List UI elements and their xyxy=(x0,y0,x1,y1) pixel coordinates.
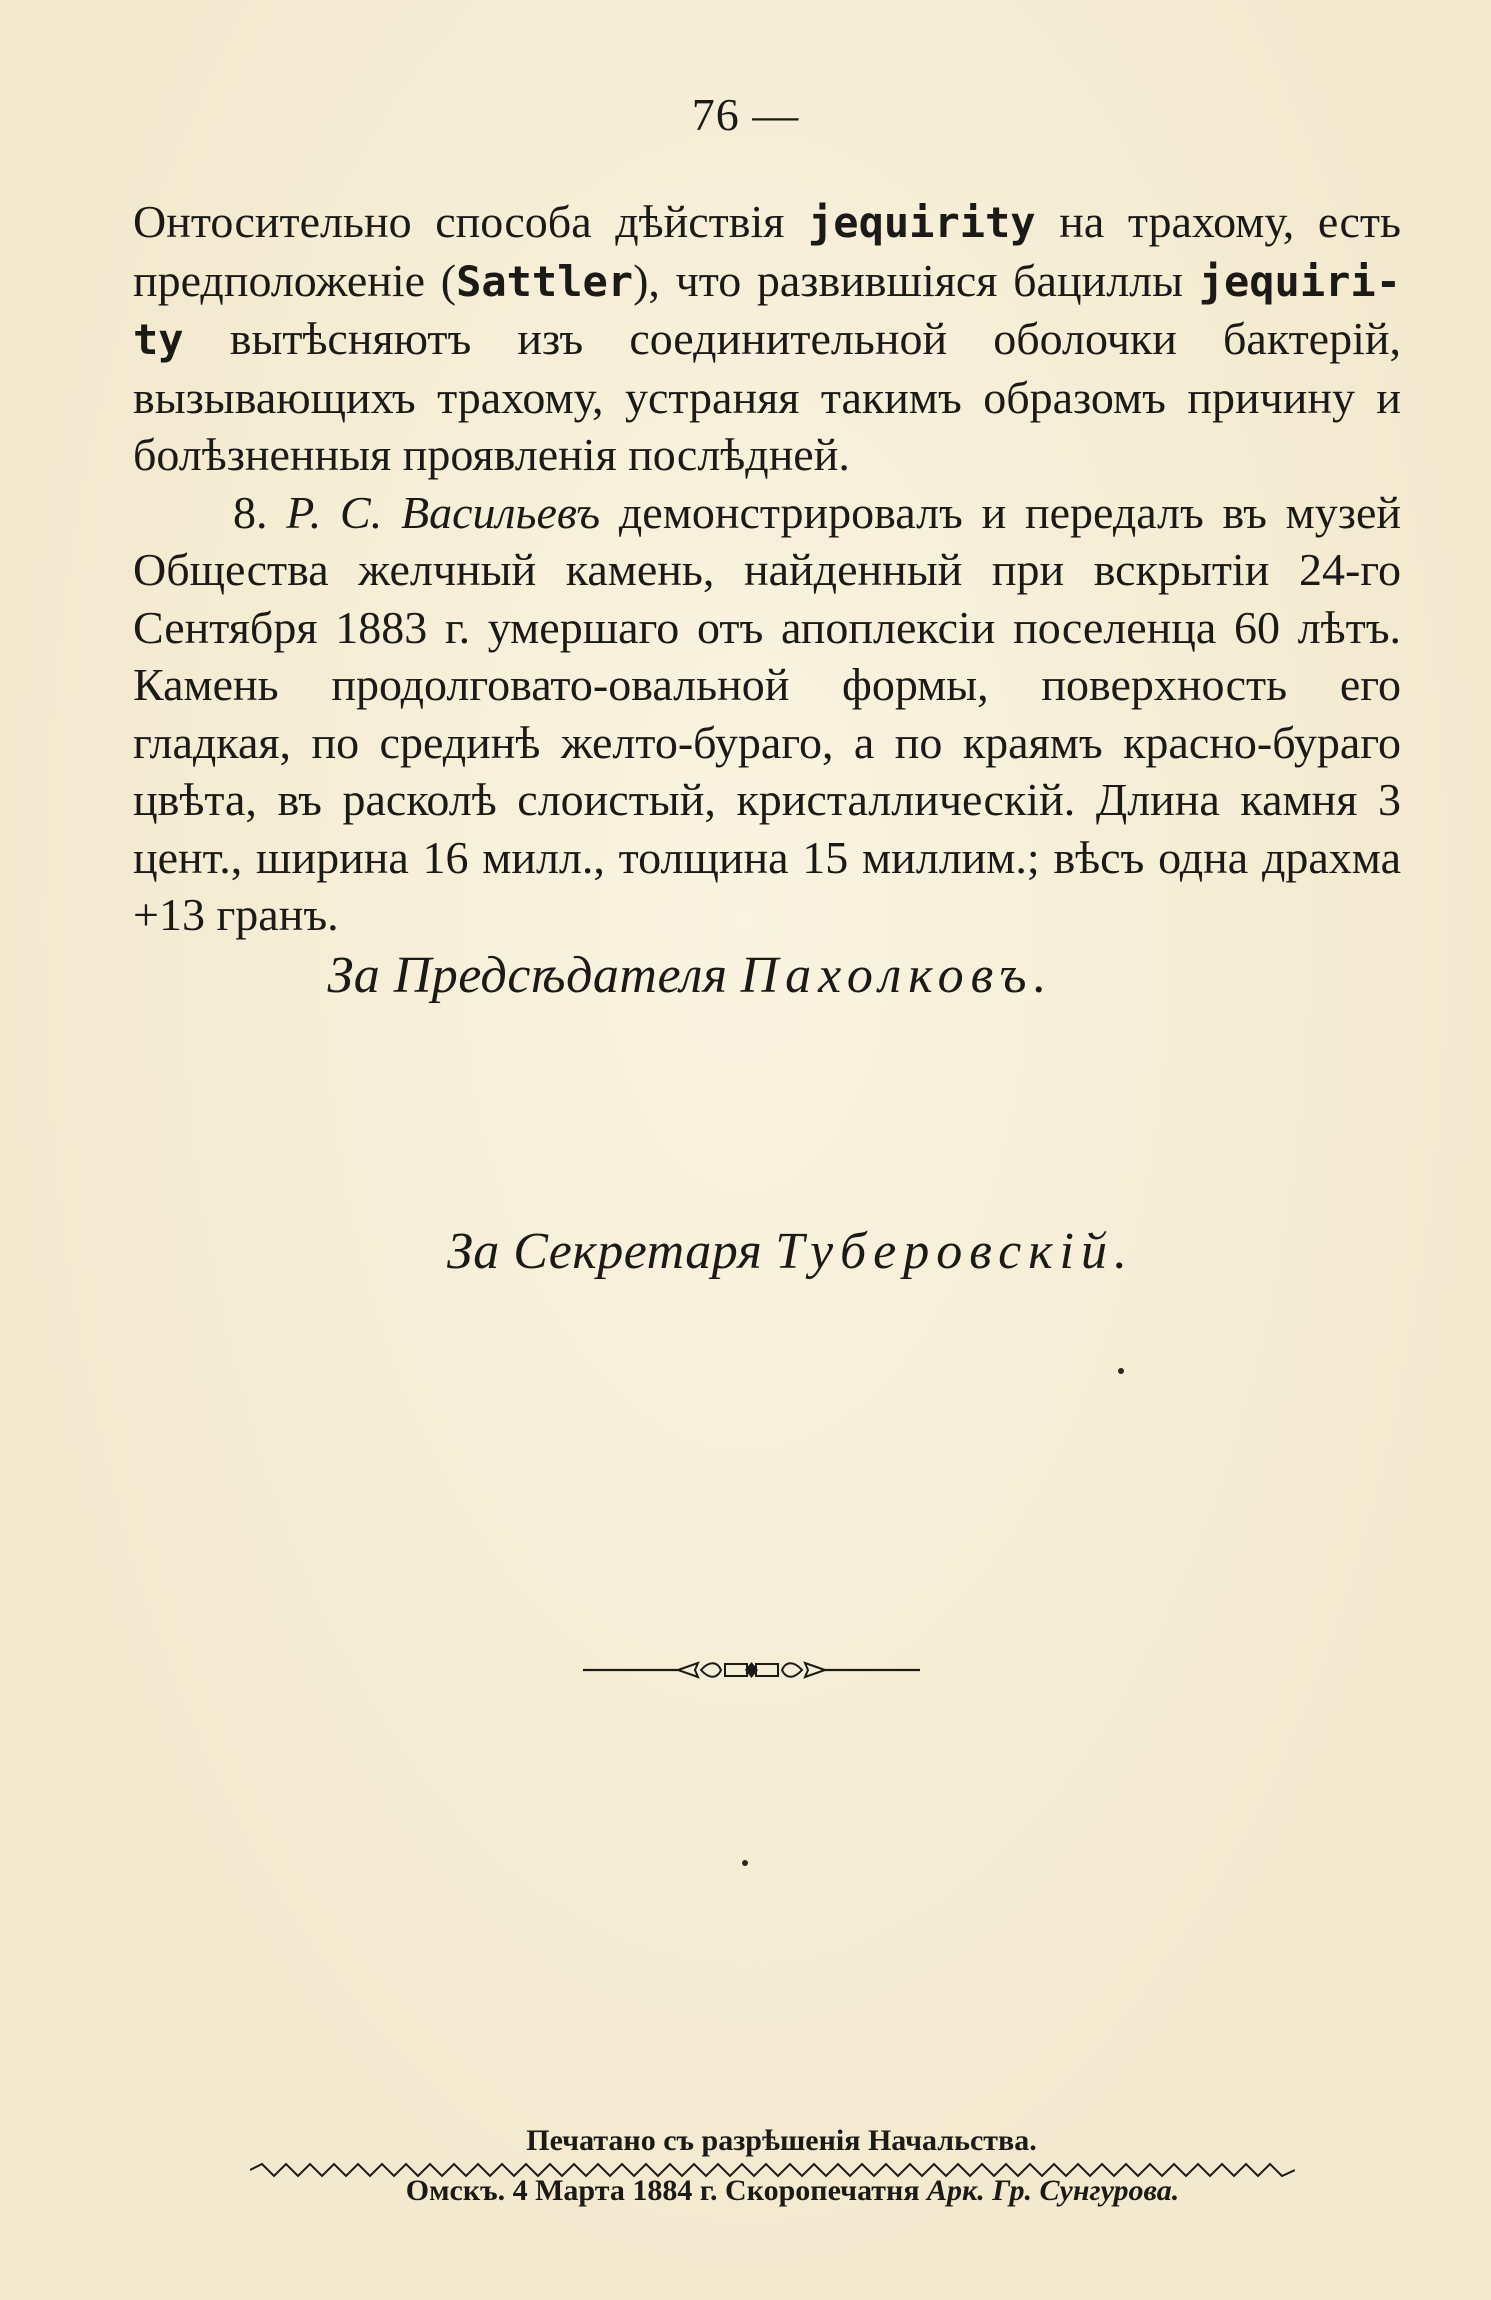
term-jequirity-2: jequiri-ty xyxy=(133,256,1401,364)
paragraph-1-text-c: ), что развившіяся бациллы xyxy=(633,254,1199,306)
paragraph-jequirity xyxy=(133,193,1401,484)
paragraph-2-text: демонстрировалъ и передалъ въ музей Общества желчный камень, найденный при вскрытіи 24-го Сентября 1883 г. умершаго отъ апоплексіи поселенца 60 лѣтъ. Камень продолговато-овальной формы, поверхность его гладкая, по срединѣ желто-бураго, а по краямъ красно-бураго цвѣта, въ расколѣ слоистый, кристаллическій. Длина камня 3 цент., ширина 16 милл., толщина 15 миллим.; вѣсъ одна драхма +13 гранъ. xyxy=(133,486,1401,940)
page-number: 76 — xyxy=(691,89,800,140)
paragraph-1-text-d: вытѣсняютъ изъ соединительной оболочки бактерій, вызывающихъ трахому, устраняя такимъ образомъ причину и болѣзненныя проявленія послѣдней. xyxy=(133,313,1401,480)
printer-name: Арк. Гр. Сунгурова. xyxy=(927,2174,1180,2207)
paragraph-1-text-b: на трахому, есть предположеніе ( xyxy=(133,196,1401,306)
term-sattler: Sattler xyxy=(456,256,634,306)
term-jequirity: jequirity xyxy=(808,198,1036,247)
secretary-signature xyxy=(45,1222,1491,1281)
ornamental-divider xyxy=(583,1655,920,1685)
printer-text: Омскъ. 4 Марта 1884 г. Скоропечатня xyxy=(405,2174,928,2207)
paragraph-1-text-a: Онтосительно способа дѣйствія xyxy=(133,196,809,247)
presenter-name: Р. С. Васильевъ xyxy=(286,486,601,538)
ink-speck xyxy=(1118,1368,1124,1374)
body-text xyxy=(133,193,1401,944)
chair-role: За Предсѣдателя xyxy=(327,947,728,1004)
secretary-role: За Секретаря xyxy=(447,1223,763,1280)
paragraph-gallstone xyxy=(133,484,1401,944)
secretary-name: Туберовскій. xyxy=(775,1223,1134,1280)
paragraph-2-number: 8. xyxy=(233,486,287,538)
imprint-line: Печатано съ разрѣшенія Начальства. xyxy=(526,2124,1037,2157)
chair-signature xyxy=(0,946,1436,1005)
ink-speck xyxy=(742,1860,748,1866)
chair-name: Пахолковъ. xyxy=(740,947,1054,1004)
printer-line xyxy=(47,2174,1491,2208)
